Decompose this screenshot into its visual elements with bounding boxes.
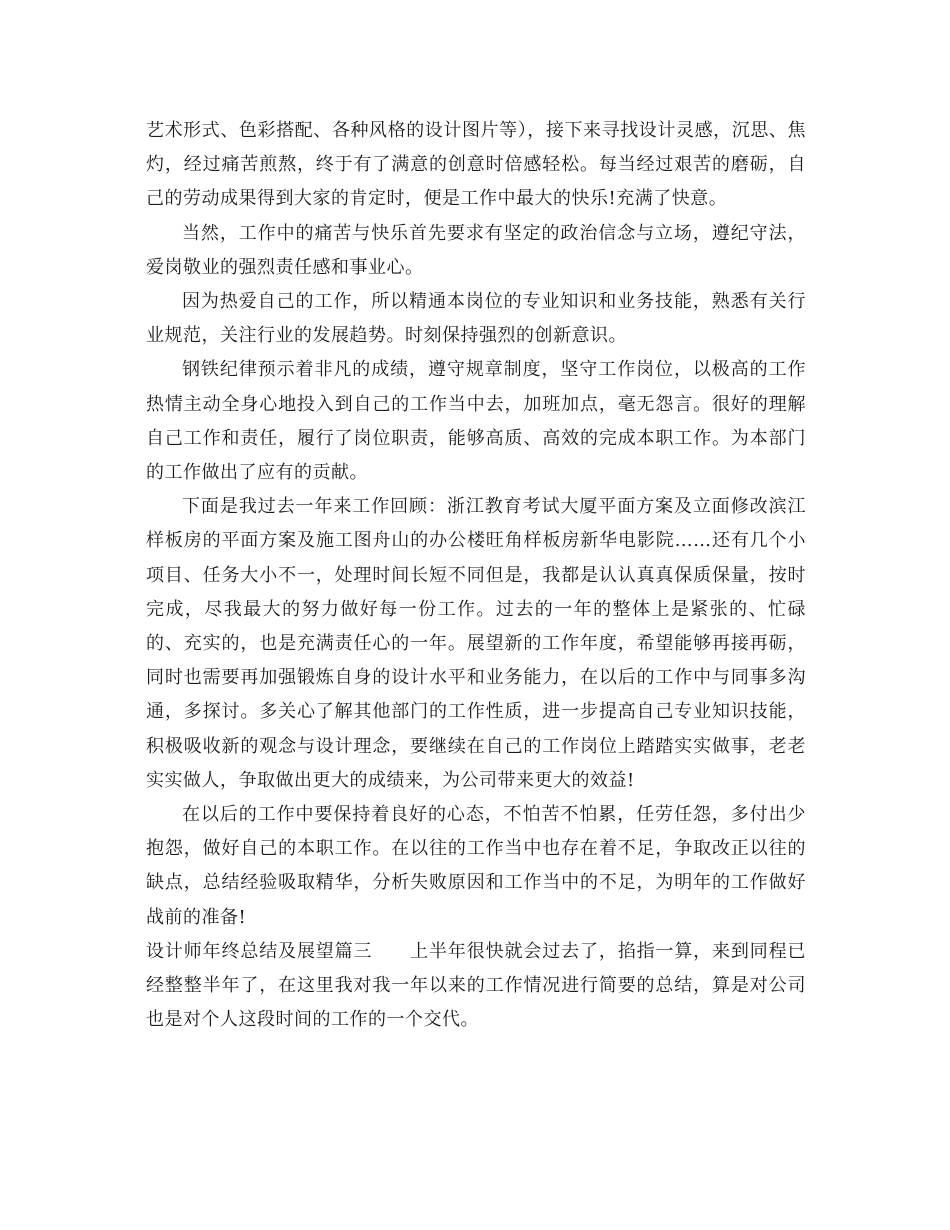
paragraph-4: 钢铁纪律预示着非凡的成绩，遵守规章制度，坚守工作岗位，以极高的工作热情主动全身心地投入到自己的工作当中去，加班加点，毫无怨言。很好的理解自己工作和责任，履行了岗位职责，能够高质、高效的完成本职工作。为本部门的工作做出了应有的贡献。 <box>146 359 806 484</box>
paragraph-5: 下面是我过去一年来工作回顾：浙江教育考试大厦平面方案及立面修改滨江样板房的平面方案及施工图舟山的办公楼旺角样板房新华电影院……还有几个小项目、任务大小不一，处理时间长短不同但是，我都是认认真真保质保量，按时完成，尽我最大的努力做好每一份工作。过去的一年的整体上是紧张的、忙碌的、充实的，也是充满责任心的一年。展望新的工作年度，希望能够再接再砺，同时也需要再加强锻炼自身的设计水平和业务能力，在以后的工作中与同事多沟通，多探讨。多关心了解其他部门的工作性质，进一步提高自己专业知识技能，积极吸收新的观念与设计理念，要继续在自己的工作岗位上踏踏实实做事，老老实实做人，争取做出更大的成绩来，为公司带来更大的效益! <box>146 496 806 791</box>
paragraph-3: 因为热爱自己的工作，所以精通本岗位的专业知识和业务技能，熟悉有关行业规范，关注行业的发展趋势。时刻保持强烈的创新意识。 <box>146 291 806 347</box>
paragraph-6: 在以后的工作中要保持着良好的心态，不怕苦不怕累，任劳任怨，多付出少抱怨，做好自己的本职工作。在以往的工作当中也存在着不足，争取改正以往的缺点，总结经验吸取精华，分析失败原因和工作当中的不足，为明年的工作做好战前的准备! <box>146 804 806 928</box>
paragraph-final <box>146 935 806 1038</box>
paragraph-1: 艺术形式、色彩搭配、各种风格的设计图片等），接下来寻找设计灵感，沉思、焦灼，经过痛苦煎熬，终于有了满意的创意时倍感轻松。每当经过艰苦的磨砺，自己的劳动成果得到大家的肯定时，便是工作中最大的快乐!充满了快意。 <box>146 120 806 210</box>
section-heading: 设计师年终总结及展望篇三 <box>146 940 373 962</box>
final-paragraph-text: 上半年很快就会过去了，掐指一算，来到同程已经整整半年了，在这里我对我一年以来的工作情况进行简要的总结，算是对公司也是对个人这段时间的工作的一个交代。 <box>146 940 807 1031</box>
paragraph-2: 当然，工作中的痛苦与快乐首先要求有坚定的政治信念与立场，遵纪守法，爱岗敬业的强烈责任感和事业心。 <box>146 222 806 278</box>
heading-spacer <box>372 941 410 962</box>
document-body <box>146 114 806 1037</box>
